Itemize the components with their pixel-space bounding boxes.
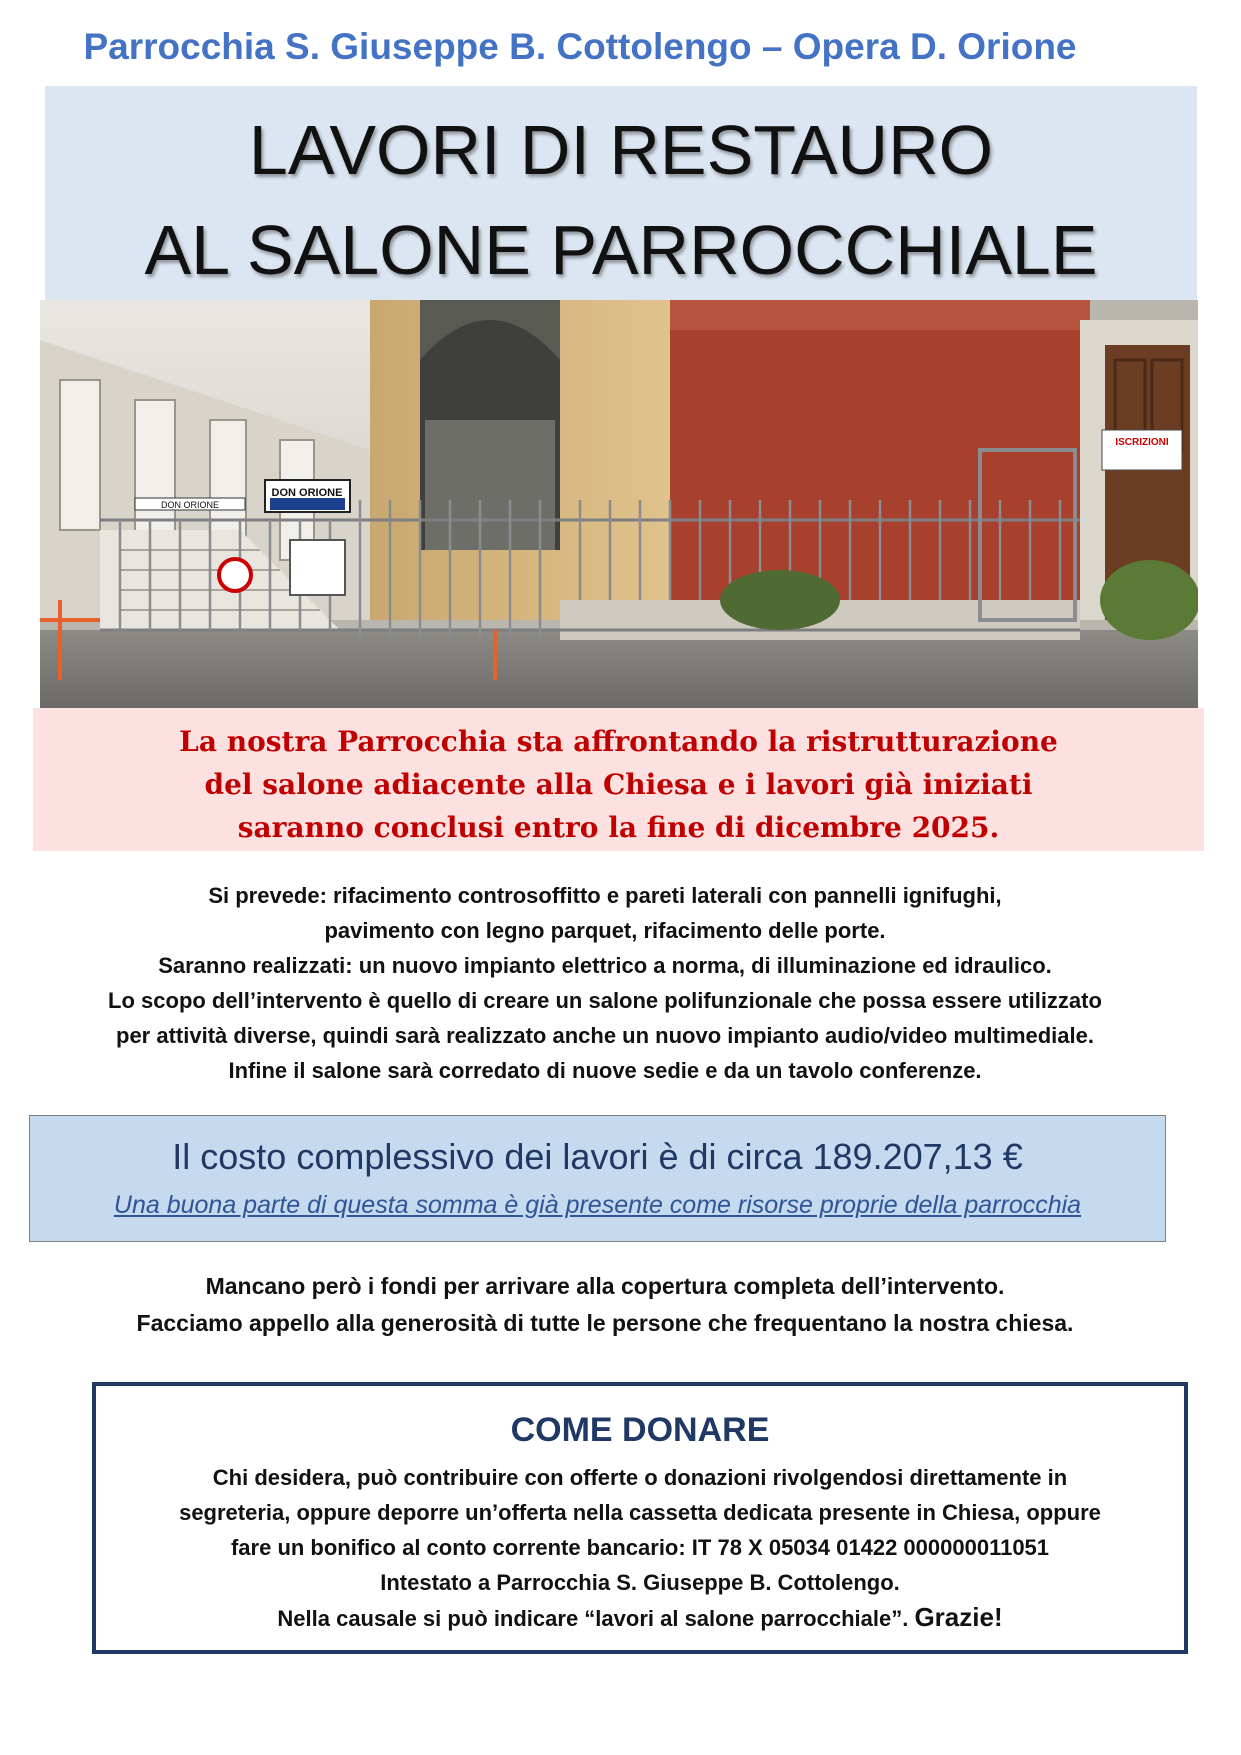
- donate-line-4: Intestato a Parrocchia S. Giuseppe B. Cottolengo.: [380, 1570, 900, 1595]
- title-banner: [45, 86, 1197, 300]
- donate-line-2: segreteria, oppure deporre un’offerta nella cassetta dedicata presente in Chiesa, oppure: [179, 1500, 1101, 1525]
- intro-line-1: La nostra Parrocchia sta affrontando la ristrutturazione: [179, 725, 1058, 758]
- title-line-2: AL SALONE PARROCCHIALE: [144, 211, 1098, 289]
- parish-name: Parrocchia S. Giuseppe B. Cottolengo – Opera D. Orione: [83, 26, 1077, 67]
- appeal-line-2: Facciamo appello alla generosità di tutte le persone che frequentano la nostra chiesa.: [136, 1310, 1074, 1336]
- donate-title: COME DONARE: [510, 1411, 770, 1449]
- title-line-1: LAVORI DI RESTAURO: [248, 111, 994, 189]
- intro-box: [33, 708, 1204, 851]
- gate-sign-text: DON ORIONE: [271, 487, 343, 499]
- door-sign-text: ISCRIZIONI: [1115, 437, 1169, 448]
- description-line-2: pavimento con legno parquet, rifacimento delle porte.: [324, 918, 886, 943]
- cost-box: [29, 1115, 1166, 1242]
- donate-line-5-wrapper: [96, 1600, 1184, 1636]
- works-description: [30, 878, 1180, 1088]
- description-line-1: Si prevede: rifacimento controsoffitto e pareti laterali con pannelli ignifughi,: [208, 883, 1002, 908]
- cost-total: Il costo complessivo dei lavori è di circa 189.207,13 €: [172, 1136, 1023, 1177]
- intro-line-2: del salone adiacente alla Chiesa e i lavori già iniziati: [204, 768, 1033, 801]
- donate-box: [92, 1382, 1188, 1654]
- description-line-6: Infine il salone sarà corredato di nuove sedie e da un tavolo conferenze.: [228, 1058, 982, 1083]
- donate-thanks: Grazie!: [914, 1602, 1003, 1632]
- description-line-3: Saranno realizzati: un nuovo impianto elettrico a norma, di illuminazione ed idraulico.: [158, 953, 1052, 978]
- building-photo: [40, 300, 1198, 708]
- donate-line-5: Nella causale si può indicare “lavori al salone parrocchiale”.: [277, 1606, 909, 1631]
- description-line-4: Lo scopo dell’intervento è quello di creare un salone polifunzionale che possa essere utilizzato: [108, 988, 1102, 1013]
- arrow-sign-text: DON ORIONE: [160, 500, 220, 510]
- appeal-text: [30, 1268, 1180, 1342]
- donate-line-3: fare un bonifico al conto corrente bancario: IT 78 X 05034 01422 000000011051: [230, 1535, 1050, 1560]
- intro-line-3: saranno conclusi entro la fine di dicembre 2025.: [237, 811, 1000, 844]
- appeal-line-1: Mancano però i fondi per arrivare alla copertura completa dell’intervento.: [205, 1273, 1005, 1299]
- description-line-5: per attività diverse, quindi sarà realizzato anche un nuovo impianto audio/video multimediale.: [116, 1023, 1094, 1048]
- donate-line-1: Chi desidera, può contribuire con offerte o donazioni rivolgendosi direttamente in: [212, 1465, 1068, 1490]
- building-photo-illustration: [40, 300, 1198, 708]
- cost-note: Una buona parte di questa somma è già presente come risorse proprie della parrocchia: [113, 1191, 1082, 1219]
